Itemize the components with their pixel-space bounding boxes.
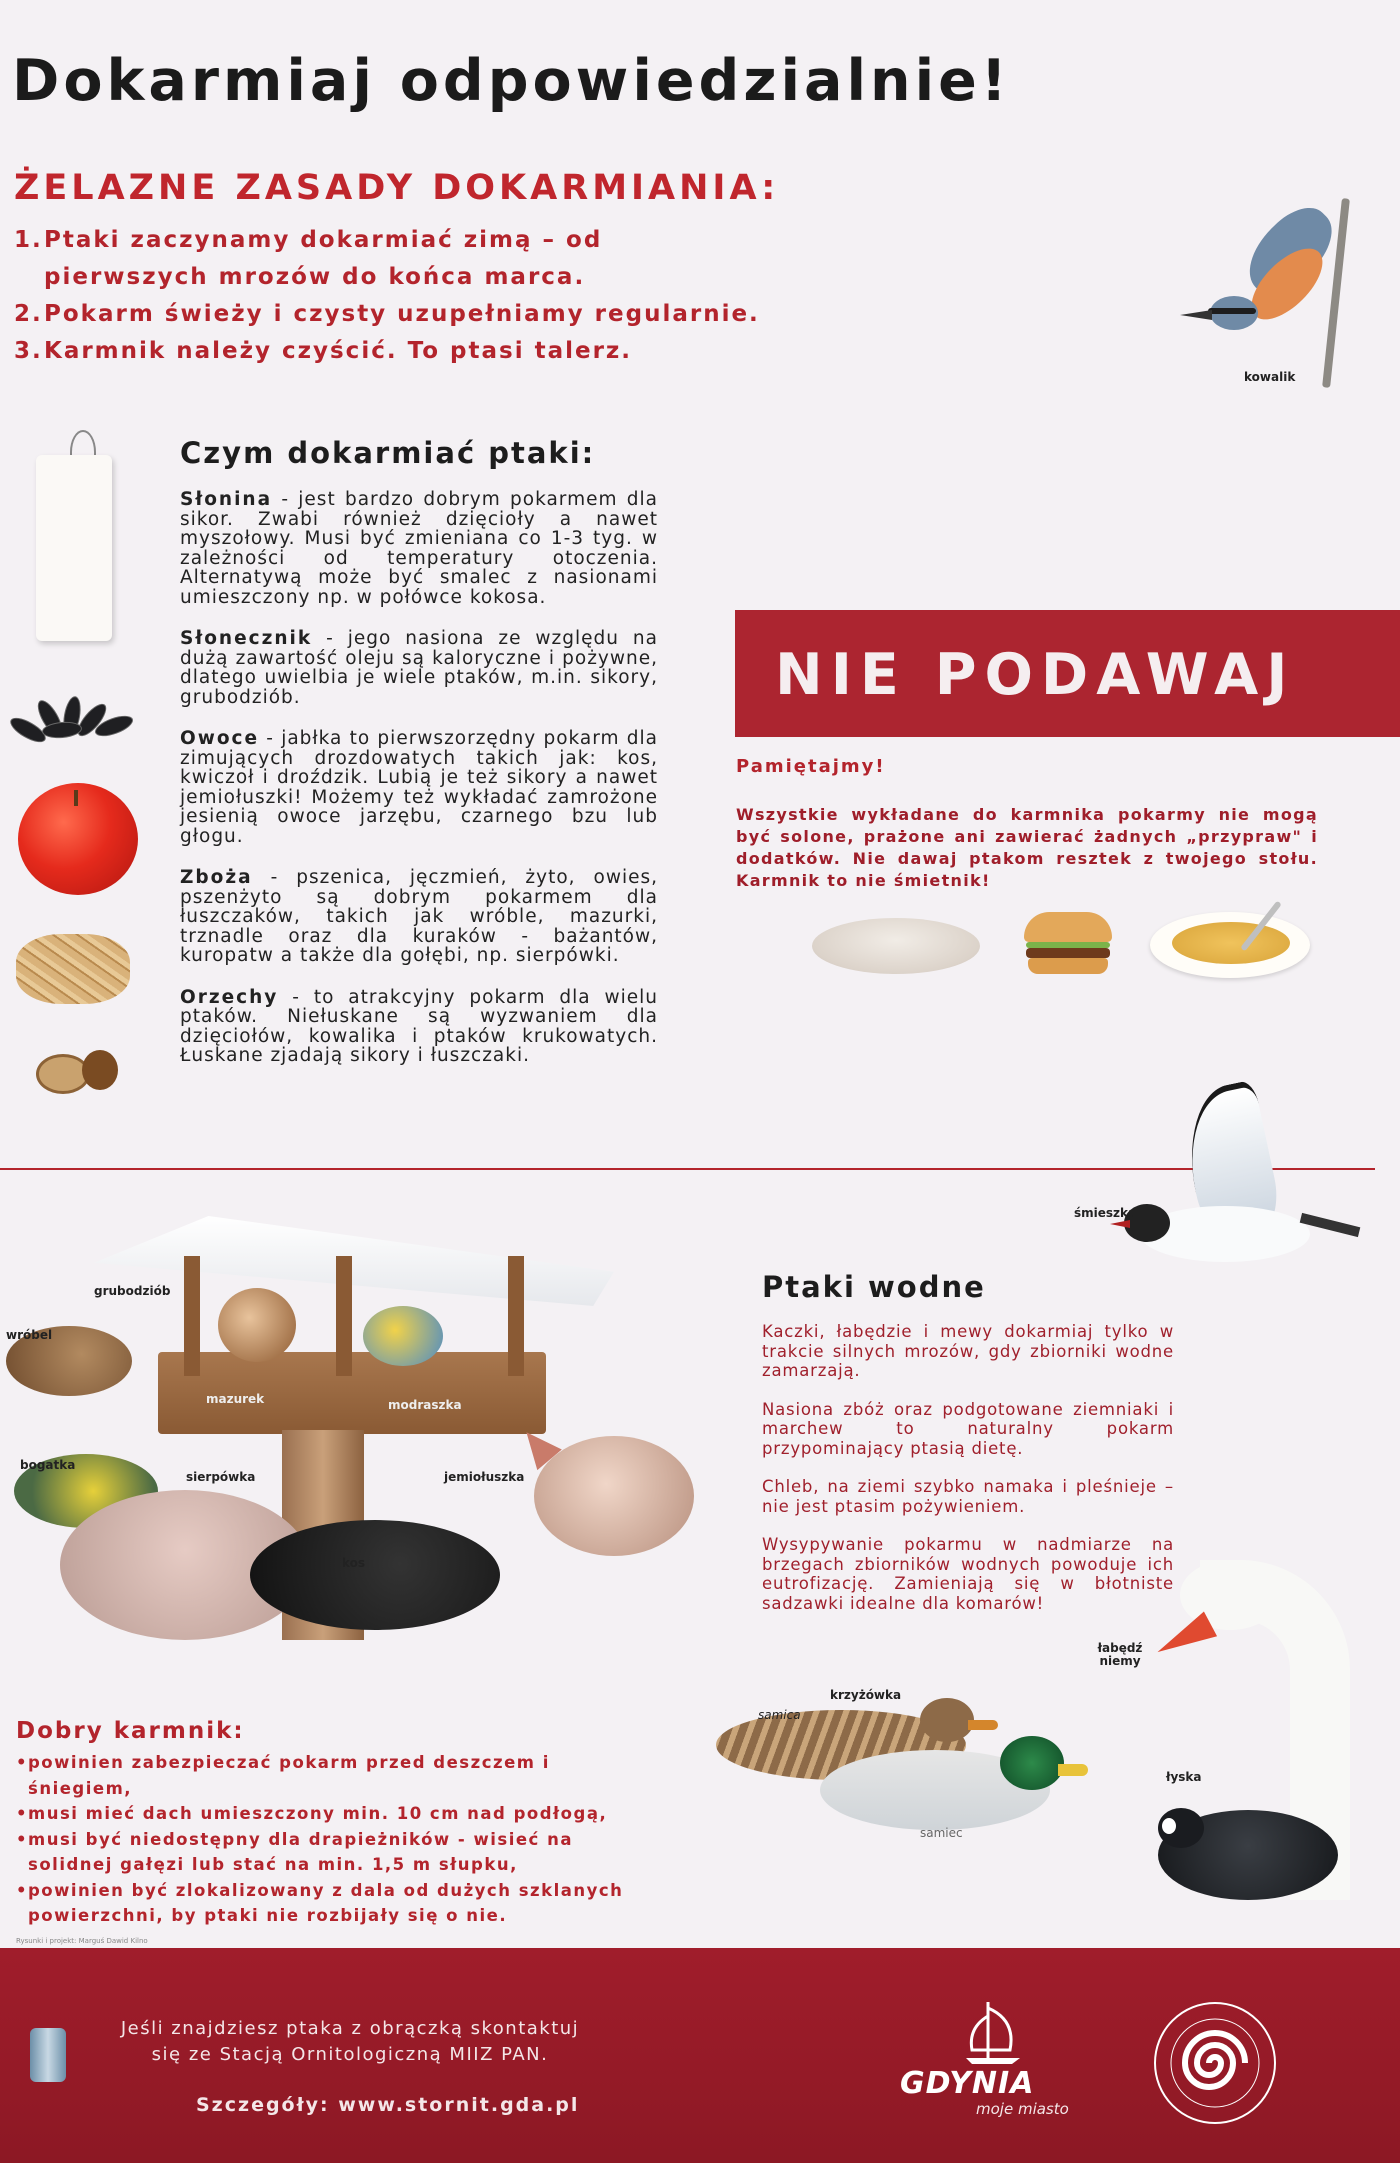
food-item <box>180 868 658 966</box>
website-details-link[interactable]: Szczegóły: www.stornit.gda.pl <box>196 2094 580 2116</box>
bird-eye-stripe <box>1208 308 1256 314</box>
bird-beak-shape <box>1180 310 1212 320</box>
food-description: - pszenica, jęczmień, żyto, owies, pszenżyto są dobrym pokarmem dla łuszczaków, takich jak wróble, mazurki, trznadle oraz dla kuraków - bażantów, kuropatw a także dla gołębi, np. sierpówki. <box>180 867 658 966</box>
patty-shape <box>1026 948 1110 958</box>
bird-ring-icon <box>30 2028 66 2082</box>
nuts-illustration <box>36 1048 120 1098</box>
food-description: - jabłka to pierwszorzędny pokarm dla zimujących drozdowatych takich jak: kos, kwiczoł i droździk. Lubią je też sikory a nawet jemiołuszki! Możemy też wykładać zamrożone jesienią owoce jarzębu, czarnego bzu lub głogu. <box>180 728 658 847</box>
waxwing-illustration <box>534 1436 694 1556</box>
food-description: - jest bardzo dobrym pokarmem dla sikor. Zwabi również dzięcioły a nawet myszołowy. Musi być zmieniana co 1-3 tyg. w zależności od temperatury otoczenia. Alternatywą może być smalec z nasionami umieszczony np. w połówce kokosa. <box>180 489 658 608</box>
page-title: Dokarmiaj odpowiedzialnie! <box>12 48 1011 114</box>
hawfinch-shape <box>218 1288 296 1362</box>
good-feeder-item: • powinien być zlokalizowany z dala od dużych szklanych powierzchni, by ptaki nie rozbijały się o nie. <box>16 1878 656 1929</box>
water-birds-item: Wysypywanie pokarmu w nadmiarze na brzegach zbiorników wodnych powoduje ich eutrofizację. Zamieniają się w błotniste sadzawki idealne dla komarów! <box>762 1535 1174 1613</box>
female-mallard-head-shape <box>920 1698 974 1742</box>
food-name: Słonina <box>180 489 273 510</box>
good-feeder-text: powinien być zlokalizowany z dala od dużych szklanych powierzchni, by ptaki nie rozbijały się o nie. <box>28 1880 624 1925</box>
rules-list <box>14 222 774 370</box>
feeder-pillar-shape <box>184 1256 200 1376</box>
feeder-birds-illustration <box>218 1288 448 1368</box>
soup-shape <box>1172 922 1290 964</box>
coot-shield-shape <box>1162 1818 1176 1834</box>
rule-item <box>14 222 774 296</box>
water-birds-list <box>762 1322 1174 1632</box>
food-item <box>180 629 658 707</box>
dont-feed-warning: Wszystkie wykładane do karmnika pokarmy nie mogą być solone, prażone ani zawierać żadnych „przypraw" i dodatków. Nie dawaj ptakom resztek z twojego stołu. Karmnik to nie śmietnik! <box>736 805 1318 890</box>
rules-title: ŻELAZNE ZASADY DOKARMIANIA: <box>14 168 780 208</box>
rule-number: 1. <box>14 227 43 253</box>
food-item <box>180 490 658 607</box>
nuthatch-illustration <box>1180 198 1350 368</box>
blue-tit-shape <box>363 1306 443 1366</box>
rule-text: Pokarm świeży i czysty uzupełniamy regularnie. <box>44 301 760 327</box>
label-samiec: samiec <box>920 1826 963 1840</box>
label-kos: kos <box>342 1556 366 1570</box>
label-kowalik: kowalik <box>1244 370 1296 384</box>
feeding-title: Czym dokarmiać ptaki: <box>180 436 596 470</box>
contact-line: Jeśli znajdziesz ptaka z obrączką skontaktuj <box>120 2018 580 2039</box>
blackbird-illustration <box>250 1520 500 1630</box>
food-description: - to atrakcyjny pokarm dla wielu ptaków. Niełuskane są wyzwaniem dla dzięciołów, kowalika i ptaków krukowatych. Łuskane zjadają sikory i łuszczaki. <box>180 986 658 1066</box>
male-mallard-beak-shape <box>1058 1764 1088 1776</box>
contact-line: się ze Stacją Ornitologiczną MIIZ PAN. <box>151 2044 549 2065</box>
rule-text: Ptaki zaczynamy dokarmiać zimą – od pierwszych mrozów do końca marca. <box>44 227 603 290</box>
label-bogatka: bogatka <box>20 1458 76 1472</box>
label-wrobel: wróbel <box>6 1328 53 1342</box>
rule-number: 2. <box>14 301 43 327</box>
water-birds-title: Ptaki wodne <box>762 1270 986 1304</box>
food-name: Zboża <box>180 867 253 888</box>
dont-feed-banner-text: NIE PODAWAJ <box>775 642 1296 708</box>
food-item <box>180 729 658 846</box>
apple-illustration <box>18 783 138 895</box>
label-mazurek: mazurek <box>206 1392 265 1406</box>
rule-number: 3. <box>14 338 43 364</box>
label-labedz: łabędź niemy <box>1097 1641 1143 1668</box>
food-name: Owoce <box>180 728 260 749</box>
label-jemioluszka: jemiołuszka <box>444 1470 525 1484</box>
gdynia-logo-text: GDYNIA <box>900 2066 1035 2101</box>
male-mallard-head-shape <box>1000 1736 1064 1790</box>
gdynia-slogan: moje miasto <box>976 2100 1069 2118</box>
label-modraszka: modraszka <box>388 1398 462 1412</box>
remember-heading: Pamiętajmy! <box>736 756 886 777</box>
nut-shape <box>82 1050 118 1090</box>
good-feeder-item: • powinien zabezpieczać pokarm przed deszczem i śniegiem, <box>16 1750 656 1801</box>
ring-contact-text <box>90 2016 610 2068</box>
good-feeder-text: musi mieć dach umieszczony min. 10 cm nad podłogą, <box>28 1804 608 1823</box>
good-feeder-text: musi być niedostępny dla drapieżników - wisieć na solidnej gałęzi lub stać na min. 1,5 m słupku, <box>28 1829 573 1874</box>
illustration-credits: Rysunki i projekt: Marguś Dawid Kilno <box>16 1937 148 1945</box>
food-name: Słonecznik <box>180 628 313 649</box>
label-smieszka: śmieszka <box>1074 1206 1137 1220</box>
rule-item <box>14 333 774 370</box>
gull-beak-shape <box>1110 1220 1130 1228</box>
burger-illustration <box>1024 912 1112 976</box>
food-item <box>180 988 658 1066</box>
label-samica: samica <box>758 1708 801 1722</box>
food-description: - jego nasiona ze względu na dużą zawartość oleju są kaloryczne i pożywne, dlatego uwielbia je wiele ptaków, m.in. sikory, grubodziób. <box>180 628 658 708</box>
food-list <box>180 490 658 1088</box>
gdynia-ship-logo-icon <box>958 1998 1028 2066</box>
good-feeder-text: powinien zabezpieczać pokarm przed deszczem i śniegiem, <box>28 1753 550 1798</box>
seagull-illustration <box>1110 1086 1360 1306</box>
bun-top-shape <box>1024 912 1112 942</box>
good-feeder-title: Dobry karmnik: <box>16 1718 245 1744</box>
bun-bottom-shape <box>1028 958 1108 974</box>
water-birds-item: Kaczki, łabędzie i mewy dokarmiaj tylko w trakcie silnych mrozów, gdy zbiorniki wodne zamarzają. <box>762 1322 1174 1380</box>
bread-illustration <box>812 918 980 974</box>
good-feeder-list <box>16 1750 656 1929</box>
sunflower-seeds-illustration <box>14 692 142 752</box>
feeder-pillar-shape <box>508 1256 524 1376</box>
water-birds-item: Chleb, na ziemi szybko namaka i pleśnieje – nie jest ptasim pożywieniem. <box>762 1477 1174 1516</box>
label-lyska: łyska <box>1166 1770 1202 1784</box>
rule-item <box>14 296 774 333</box>
label-krzyzowka: krzyżówka <box>830 1688 902 1702</box>
label-grubodziob: grubodziób <box>94 1284 171 1298</box>
education-center-logo-icon <box>1150 1998 1280 2128</box>
female-mallard-beak-shape <box>968 1720 998 1730</box>
grain-illustration <box>16 934 130 1004</box>
label-sierpowka: sierpówka <box>186 1470 256 1484</box>
food-name: Orzechy <box>180 986 279 1008</box>
good-feeder-item: • musi mieć dach umieszczony min. 10 cm nad podłogą, <box>16 1801 656 1827</box>
lard-illustration <box>36 455 112 641</box>
apple-stem-shape <box>74 790 78 806</box>
good-feeder-item: • musi być niedostępny dla drapieżników - wisieć na solidnej gałęzi lub stać na min. 1,5 m słupku, <box>16 1827 656 1878</box>
water-birds-item: Nasiona zbóż oraz podgotowane ziemniaki i marchew to naturalny pokarm przypominający ptasią dietę. <box>762 1399 1174 1458</box>
rule-text: Karmnik należy czyścić. To ptasi talerz. <box>44 338 633 364</box>
